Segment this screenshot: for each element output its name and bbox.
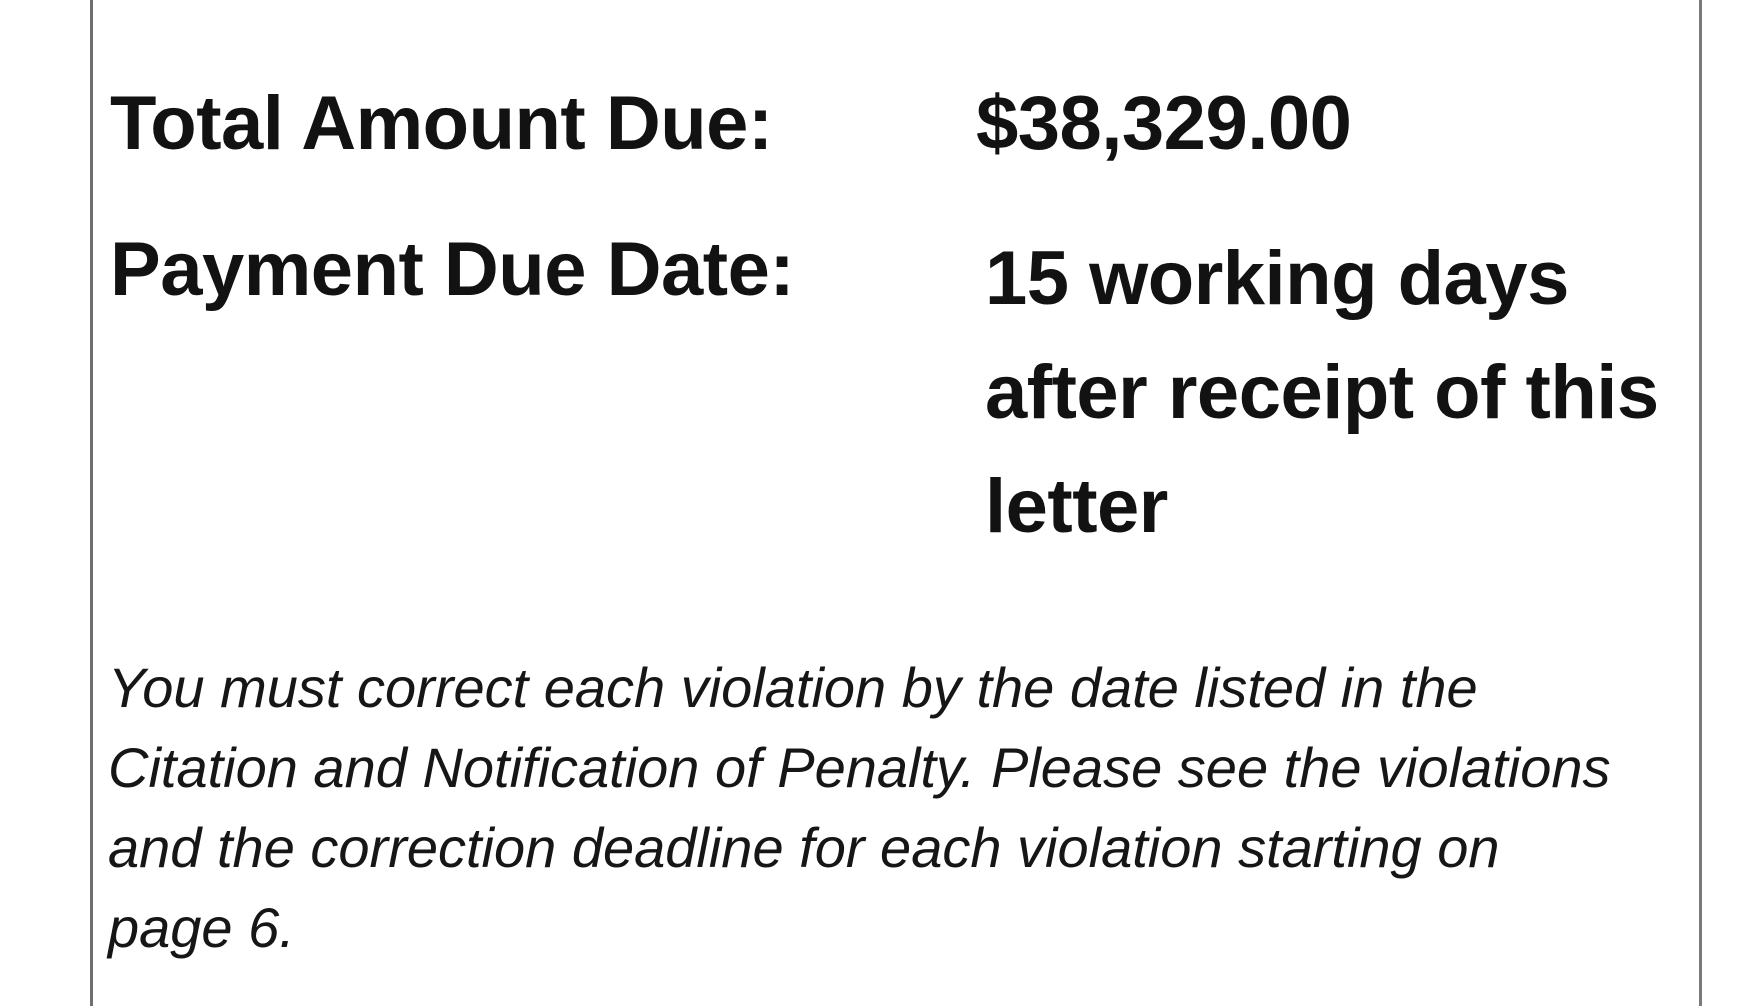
- total-amount-due-value: $38,329.00: [976, 81, 1352, 166]
- payment-due-date-value: 15 working days after receipt of this letter: [985, 236, 1659, 549]
- total-amount-due-label: Total Amount Due:: [110, 81, 773, 166]
- payment-due-date-label: Payment Due Date:: [110, 227, 795, 312]
- correction-instructions-note: You must correct each violation by the date listed in the Citation and Notification of Penalty. Please see the violations and the correction deadline for each violation starting on page 6.: [108, 656, 1611, 959]
